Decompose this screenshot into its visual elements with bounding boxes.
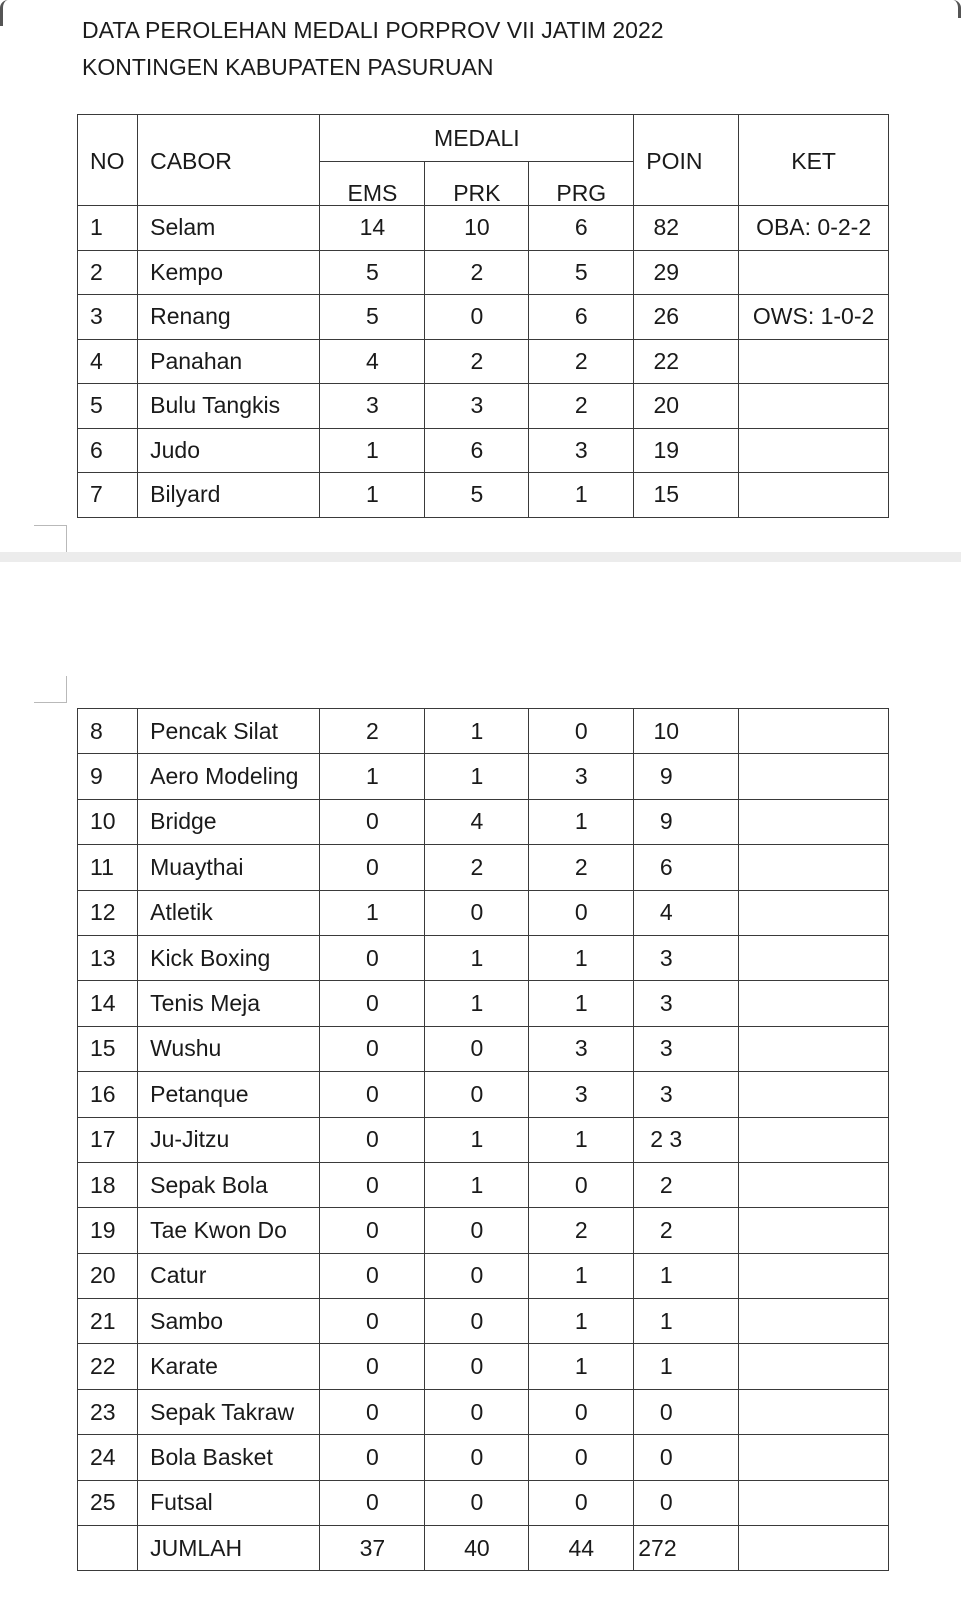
cell-ems: 0: [320, 1026, 425, 1071]
cell-prg: 1: [529, 1344, 634, 1389]
cell-cabor: Bilyard: [138, 473, 320, 518]
cell-ket: [739, 384, 889, 429]
table-row: [78, 1117, 889, 1162]
cell-prk: 0: [425, 1435, 529, 1480]
cell-ket: [739, 1162, 889, 1207]
cell-cabor: Atletik: [138, 890, 320, 935]
cell-cabor: Bridge: [138, 799, 320, 844]
cell-cabor: Futsal: [138, 1480, 320, 1525]
cell-no: 11: [78, 845, 138, 890]
cell-cabor: Renang: [138, 295, 320, 340]
cell-no: 23: [78, 1389, 138, 1434]
cell-prk: 3: [425, 384, 529, 429]
cell-ket: [739, 473, 889, 518]
total-prg: 44: [529, 1526, 634, 1571]
cell-prg: 1: [529, 473, 634, 518]
cell-poin: 15: [634, 473, 739, 518]
table-row: [78, 1435, 889, 1480]
cell-poin: 1: [634, 1344, 739, 1389]
cell-ems: 1: [320, 754, 425, 799]
cell-ems: 0: [320, 1389, 425, 1434]
cell-prk: 0: [425, 890, 529, 935]
cell-poin: 9: [634, 799, 739, 844]
cell-cabor: Tae Kwon Do: [138, 1208, 320, 1253]
page-break-marker-top: [34, 525, 67, 552]
cell-ket: [739, 1299, 889, 1344]
cell-ket: [739, 1253, 889, 1298]
cell-no: 24: [78, 1435, 138, 1480]
cell-poin: 2: [634, 1208, 739, 1253]
cell-prg: 2: [529, 845, 634, 890]
cell-ket: [739, 935, 889, 980]
cell-no: 6: [78, 428, 138, 473]
table-row: [78, 295, 889, 340]
cell-poin: 26: [634, 295, 739, 340]
cell-ket: [739, 1389, 889, 1434]
cell-poin: 0: [634, 1435, 739, 1480]
cell-ems: 0: [320, 799, 425, 844]
table-row: [78, 754, 889, 799]
cell-prg: 2: [529, 339, 634, 384]
cell-prk: 5: [425, 473, 529, 518]
total-poin: 272: [634, 1526, 739, 1571]
cell-prg: 5: [529, 250, 634, 295]
cell-ems: 0: [320, 1253, 425, 1298]
cell-prg: 1: [529, 935, 634, 980]
table-row: [78, 981, 889, 1026]
cell-ems: 0: [320, 1117, 425, 1162]
table-row: [78, 384, 889, 429]
cell-prk: 1: [425, 709, 529, 754]
cell-prk: 2: [425, 845, 529, 890]
total-row: [78, 1526, 889, 1571]
cell-poin: 1: [634, 1253, 739, 1298]
cell-no: 21: [78, 1299, 138, 1344]
cell-no: 14: [78, 981, 138, 1026]
cell-cabor: Aero Modeling: [138, 754, 320, 799]
cell-cabor: Karate: [138, 1344, 320, 1389]
cell-prg: 3: [529, 754, 634, 799]
cell-prg: 0: [529, 1389, 634, 1434]
cell-prg: 0: [529, 709, 634, 754]
header-prk: PRK: [425, 161, 529, 206]
cell-ems: 0: [320, 1344, 425, 1389]
cell-no: 13: [78, 935, 138, 980]
cell-ems: 1: [320, 890, 425, 935]
cell-ket: [739, 428, 889, 473]
cell-prk: 0: [425, 1253, 529, 1298]
cell-cabor: Catur: [138, 1253, 320, 1298]
cell-prg: 1: [529, 799, 634, 844]
cell-ket: [739, 754, 889, 799]
cell-ems: 5: [320, 250, 425, 295]
screen-corner-left: [0, 0, 9, 26]
cell-no: 20: [78, 1253, 138, 1298]
cell-prg: 3: [529, 1026, 634, 1071]
cell-prg: 1: [529, 1117, 634, 1162]
cell-prg: 0: [529, 1162, 634, 1207]
cell-poin: 19: [634, 428, 739, 473]
table-row: [78, 206, 889, 251]
document-title: DATA PEROLEHAN MEDALI PORPROV VII JATIM 2022: [82, 17, 664, 43]
cell-prg: 6: [529, 206, 634, 251]
cell-prg: 0: [529, 1480, 634, 1525]
table-row: [78, 709, 889, 754]
header-no: NO: [78, 115, 138, 206]
cell-prk: 1: [425, 1162, 529, 1207]
cell-ket: [739, 250, 889, 295]
total-ket: [739, 1526, 889, 1571]
cell-ems: 1: [320, 428, 425, 473]
table-row: [78, 935, 889, 980]
cell-poin: 20: [634, 384, 739, 429]
header-row: [78, 115, 889, 162]
cell-ket: [739, 1344, 889, 1389]
cell-ket: [739, 1480, 889, 1525]
cell-cabor: Sepak Takraw: [138, 1389, 320, 1434]
cell-prk: 2: [425, 250, 529, 295]
cell-ket: [739, 1026, 889, 1071]
cell-cabor: Kempo: [138, 250, 320, 295]
cell-poin: 3: [634, 935, 739, 980]
page-break-marker-bottom: [34, 676, 67, 703]
cell-no: 2: [78, 250, 138, 295]
cell-ems: 5: [320, 295, 425, 340]
cell-ket: [739, 1072, 889, 1117]
cell-poin: 2 3: [634, 1117, 739, 1162]
cell-poin: 0: [634, 1480, 739, 1525]
cell-ems: 3: [320, 384, 425, 429]
cell-prg: 2: [529, 384, 634, 429]
table-row: [78, 1026, 889, 1071]
cell-cabor: Kick Boxing: [138, 935, 320, 980]
cell-no: 25: [78, 1480, 138, 1525]
table-row: [78, 250, 889, 295]
cell-prg: 1: [529, 1253, 634, 1298]
cell-cabor: Tenis Meja: [138, 981, 320, 1026]
document-subtitle: KONTINGEN KABUPATEN PASURUAN: [82, 54, 494, 80]
cell-no: 22: [78, 1344, 138, 1389]
cell-no: 10: [78, 799, 138, 844]
cell-prg: 1: [529, 1299, 634, 1344]
cell-no: 5: [78, 384, 138, 429]
total-ems: 37: [320, 1526, 425, 1571]
table-row: [78, 890, 889, 935]
cell-prk: 1: [425, 981, 529, 1026]
cell-ems: 0: [320, 1480, 425, 1525]
cell-no: 15: [78, 1026, 138, 1071]
cell-prk: 0: [425, 1389, 529, 1434]
header-poin: POIN: [634, 115, 739, 206]
cell-ket: [739, 890, 889, 935]
cell-prk: 2: [425, 339, 529, 384]
cell-ems: 2: [320, 709, 425, 754]
cell-prk: 10: [425, 206, 529, 251]
cell-no: 9: [78, 754, 138, 799]
header-cabor: CABOR: [138, 115, 320, 206]
cell-poin: 3: [634, 1026, 739, 1071]
cell-ket: [739, 981, 889, 1026]
cell-no: 12: [78, 890, 138, 935]
cell-prg: 3: [529, 428, 634, 473]
cell-prk: 0: [425, 1344, 529, 1389]
cell-poin: 22: [634, 339, 739, 384]
cell-cabor: Wushu: [138, 1026, 320, 1071]
cell-cabor: Petanque: [138, 1072, 320, 1117]
table-row: [78, 1253, 889, 1298]
cell-ket: [739, 1208, 889, 1253]
table-row: [78, 1299, 889, 1344]
header-ket: KET: [739, 115, 889, 206]
cell-cabor: Sambo: [138, 1299, 320, 1344]
cell-poin: 4: [634, 890, 739, 935]
cell-cabor: Sepak Bola: [138, 1162, 320, 1207]
cell-ems: 0: [320, 935, 425, 980]
cell-ket: [739, 1117, 889, 1162]
cell-ems: 4: [320, 339, 425, 384]
cell-ems: 0: [320, 1208, 425, 1253]
cell-cabor: Ju-Jitzu: [138, 1117, 320, 1162]
table-row: [78, 473, 889, 518]
cell-no: 1: [78, 206, 138, 251]
cell-ems: 14: [320, 206, 425, 251]
cell-poin: 3: [634, 981, 739, 1026]
cell-prk: 1: [425, 935, 529, 980]
cell-prk: 0: [425, 1026, 529, 1071]
screen-corner-right: [950, 0, 961, 18]
table-row: [78, 1072, 889, 1117]
cell-ket: OWS: 1-0-2: [739, 295, 889, 340]
cell-ems: 0: [320, 981, 425, 1026]
header-prg: PRG: [529, 161, 634, 206]
cell-poin: 10: [634, 709, 739, 754]
cell-cabor: Panahan: [138, 339, 320, 384]
cell-cabor: Bola Basket: [138, 1435, 320, 1480]
cell-cabor: Muaythai: [138, 845, 320, 890]
table-row: [78, 1389, 889, 1434]
cell-prk: 4: [425, 799, 529, 844]
page-break: [0, 552, 961, 562]
cell-prk: 0: [425, 1208, 529, 1253]
cell-ems: 0: [320, 1435, 425, 1480]
table-row: [78, 428, 889, 473]
cell-no: 16: [78, 1072, 138, 1117]
cell-cabor: Bulu Tangkis: [138, 384, 320, 429]
cell-ket: OBA: 0-2-2: [739, 206, 889, 251]
header-ems: EMS: [320, 161, 425, 206]
table-row: [78, 1162, 889, 1207]
cell-no: 4: [78, 339, 138, 384]
total-prk: 40: [425, 1526, 529, 1571]
cell-ket: [739, 339, 889, 384]
table-row: [78, 1480, 889, 1525]
cell-ems: 0: [320, 1299, 425, 1344]
header-medali: MEDALI: [320, 115, 634, 162]
cell-prg: 2: [529, 1208, 634, 1253]
cell-prg: 1: [529, 981, 634, 1026]
cell-poin: 1: [634, 1299, 739, 1344]
cell-no: 18: [78, 1162, 138, 1207]
cell-poin: 6: [634, 845, 739, 890]
cell-prg: 0: [529, 1435, 634, 1480]
cell-cabor: Selam: [138, 206, 320, 251]
cell-prk: 1: [425, 754, 529, 799]
cell-ems: 0: [320, 1162, 425, 1207]
cell-ket: [739, 845, 889, 890]
cell-no: 3: [78, 295, 138, 340]
cell-prk: 0: [425, 295, 529, 340]
table-row: [78, 1208, 889, 1253]
cell-ems: 0: [320, 845, 425, 890]
cell-prg: 0: [529, 890, 634, 935]
cell-prg: 3: [529, 1072, 634, 1117]
table-row: [78, 1344, 889, 1389]
table-row: [78, 339, 889, 384]
cell-cabor: Judo: [138, 428, 320, 473]
cell-prk: 0: [425, 1072, 529, 1117]
table-row: [78, 799, 889, 844]
cell-no: 17: [78, 1117, 138, 1162]
cell-no: 8: [78, 709, 138, 754]
medal-table-page-1: [77, 114, 889, 518]
cell-poin: 0: [634, 1389, 739, 1434]
cell-prk: 1: [425, 1117, 529, 1162]
cell-prk: 6: [425, 428, 529, 473]
cell-cabor: Pencak Silat: [138, 709, 320, 754]
table-row: [78, 845, 889, 890]
cell-ems: 1: [320, 473, 425, 518]
medal-table-page-2: [77, 708, 889, 1571]
cell-prg: 6: [529, 295, 634, 340]
cell-poin: 9: [634, 754, 739, 799]
cell-poin: 82: [634, 206, 739, 251]
total-label: JUMLAH: [138, 1526, 320, 1571]
total-no: [78, 1526, 138, 1571]
cell-poin: 2: [634, 1162, 739, 1207]
cell-ket: [739, 709, 889, 754]
cell-no: 19: [78, 1208, 138, 1253]
cell-ket: [739, 799, 889, 844]
cell-no: 7: [78, 473, 138, 518]
cell-prk: 0: [425, 1480, 529, 1525]
cell-poin: 3: [634, 1072, 739, 1117]
cell-ket: [739, 1435, 889, 1480]
cell-prk: 0: [425, 1299, 529, 1344]
cell-poin: 29: [634, 250, 739, 295]
cell-ems: 0: [320, 1072, 425, 1117]
